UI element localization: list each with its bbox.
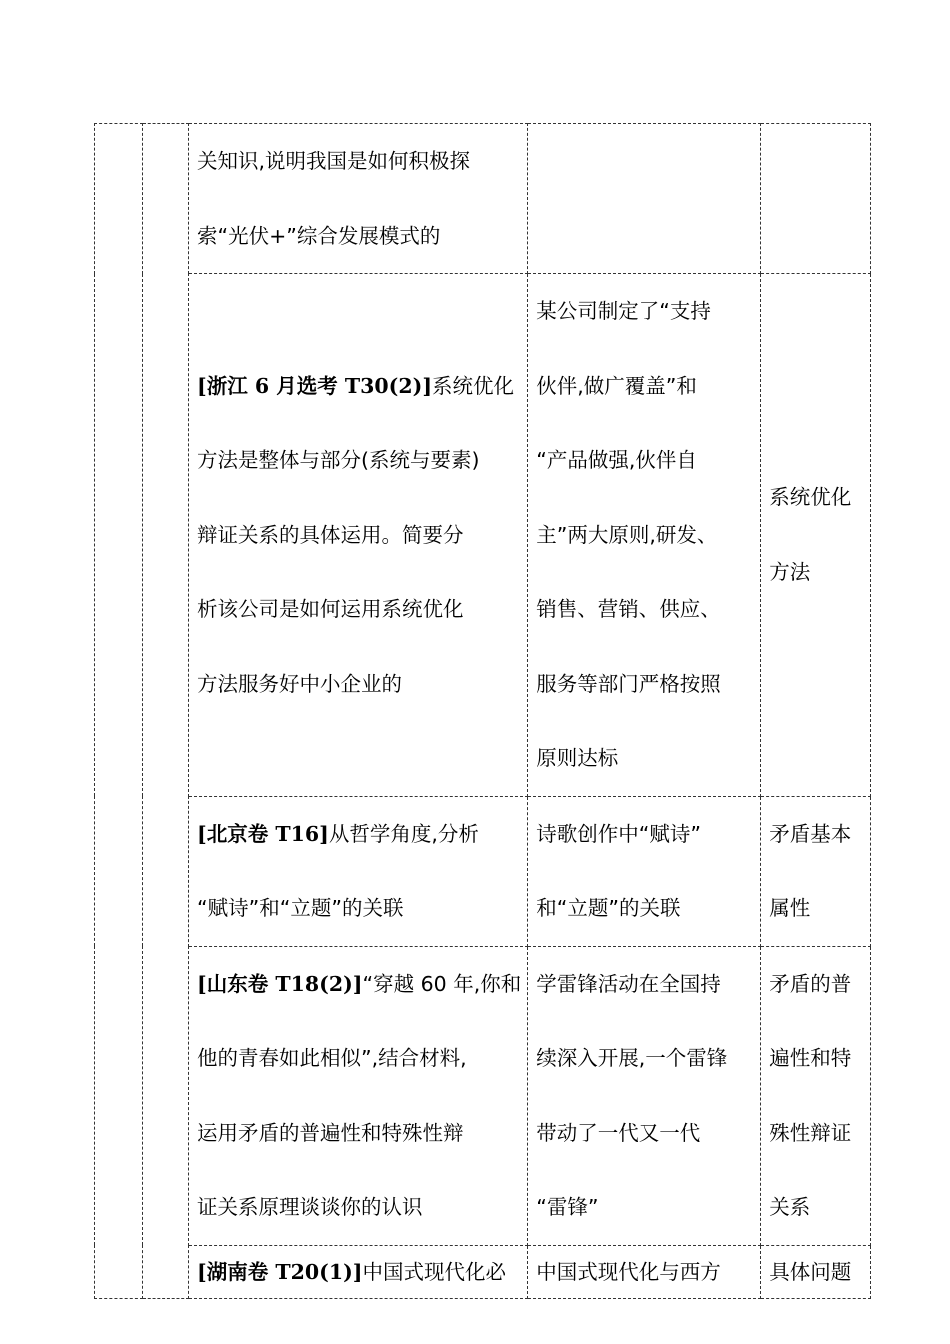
text-line: 某公司制定了“支持 <box>536 299 711 323</box>
question-first-line <box>197 349 521 424</box>
source-bracket: [ <box>197 821 207 846</box>
text-line: 系统优化 <box>769 485 852 510</box>
text-line: 主”两大原则,研发、 <box>536 522 718 547</box>
text-line: 学雷锋活动在全国持 <box>536 971 721 996</box>
text-line: “雷锋” <box>536 1195 599 1219</box>
material-cell <box>528 796 761 946</box>
source-region: 湖南卷 <box>206 1259 269 1284</box>
source-month: 月选考 <box>276 373 338 398</box>
empty-column-1 <box>95 124 143 1299</box>
source-code: T30(2)] <box>337 373 433 398</box>
material-cell <box>528 946 761 1245</box>
text-line: 矛盾的普 <box>769 971 852 996</box>
source-region: 北京卷 <box>206 821 269 846</box>
text-line: 矛盾基本 <box>769 821 852 846</box>
text-line: 他的青春如此相似”,结合材料, <box>197 1046 467 1070</box>
text-line: 中国式现代化与西方 <box>536 1259 721 1284</box>
knowledge-point-cell <box>761 946 871 1245</box>
text-line: 关知识,说明我国是如何积极探 <box>197 149 471 173</box>
question-first-line <box>197 1260 506 1284</box>
table-row <box>95 274 871 797</box>
text-line: 析该公司是如何运用系统优化 <box>197 597 464 621</box>
question-text: 系统优化 <box>432 373 515 398</box>
material-cell <box>528 274 761 797</box>
text-line: 带动了一代又一代 <box>536 1120 701 1145</box>
source-code: T16] <box>268 821 329 846</box>
text-line: 诗歌创作中“赋诗” <box>536 821 702 846</box>
text-line: 原则达标 <box>536 746 619 770</box>
source-bracket: [ <box>197 373 207 398</box>
question-cell <box>189 946 528 1245</box>
table-row <box>95 1245 871 1298</box>
text-line: “赋诗”和“立题”的关联 <box>197 896 404 920</box>
text-line: 服务等部门严格按照 <box>536 671 721 696</box>
text-line: “产品做强,伙伴自 <box>536 448 697 472</box>
text-line: 证关系原理谈谈你的认识 <box>197 1195 423 1219</box>
text-line: 伙伴,做广覆盖”和 <box>536 373 697 398</box>
material-cell <box>528 1245 761 1298</box>
table-row <box>95 796 871 946</box>
text-line: 方法是整体与部分(系统与要素) <box>197 448 480 472</box>
text-line: 续深入开展,一个雷锋 <box>536 1046 728 1070</box>
source-bracket: [ <box>197 971 207 996</box>
knowledge-point-cell <box>761 274 871 797</box>
text-line: 和“立题”的关联 <box>536 896 681 920</box>
question-cell <box>189 274 528 797</box>
text-line: 属性 <box>769 896 811 920</box>
knowledge-point-cell <box>761 796 871 946</box>
text-line: 方法服务好中小企业的 <box>197 671 402 696</box>
table-row <box>95 124 871 274</box>
source-number: 6 <box>247 373 277 398</box>
source-bracket: [ <box>197 1259 207 1284</box>
question-first-line <box>197 947 521 1022</box>
knowledge-point-cell <box>761 1245 871 1298</box>
question-cell <box>189 124 528 274</box>
text-line: 具体问题 <box>769 1259 852 1284</box>
text-line: 索“光伏+”综合发展模式的 <box>197 223 441 248</box>
text-line: 关系 <box>769 1195 811 1219</box>
question-cell <box>189 1245 528 1298</box>
table-row <box>95 946 871 1245</box>
source-code: T18(2)] <box>268 971 363 996</box>
question-text: 从哲学角度,分析 <box>328 821 479 846</box>
source-code: T20(1)] <box>268 1259 363 1284</box>
text-line: 销售、营销、供应、 <box>536 597 721 621</box>
material-cell <box>528 124 761 274</box>
question-cell <box>189 796 528 946</box>
text-line: 遍性和特 <box>769 1046 852 1070</box>
question-first-line <box>197 797 521 872</box>
text-line: 运用矛盾的普遍性和特殊性辩 <box>197 1120 464 1145</box>
knowledge-point-cell <box>761 124 871 274</box>
exam-question-table <box>94 123 871 1299</box>
source-region: 山东卷 <box>206 971 269 996</box>
question-text: “穿越 60 年,你和 <box>362 971 522 996</box>
text-line: 方法 <box>769 559 811 584</box>
source-region: 浙江 <box>206 373 248 398</box>
text-line: 辩证关系的具体运用。简要分 <box>197 522 464 547</box>
empty-column-2 <box>143 124 189 1299</box>
question-text: 中国式现代化必 <box>362 1259 506 1284</box>
text-line: 殊性辩证 <box>769 1120 852 1145</box>
